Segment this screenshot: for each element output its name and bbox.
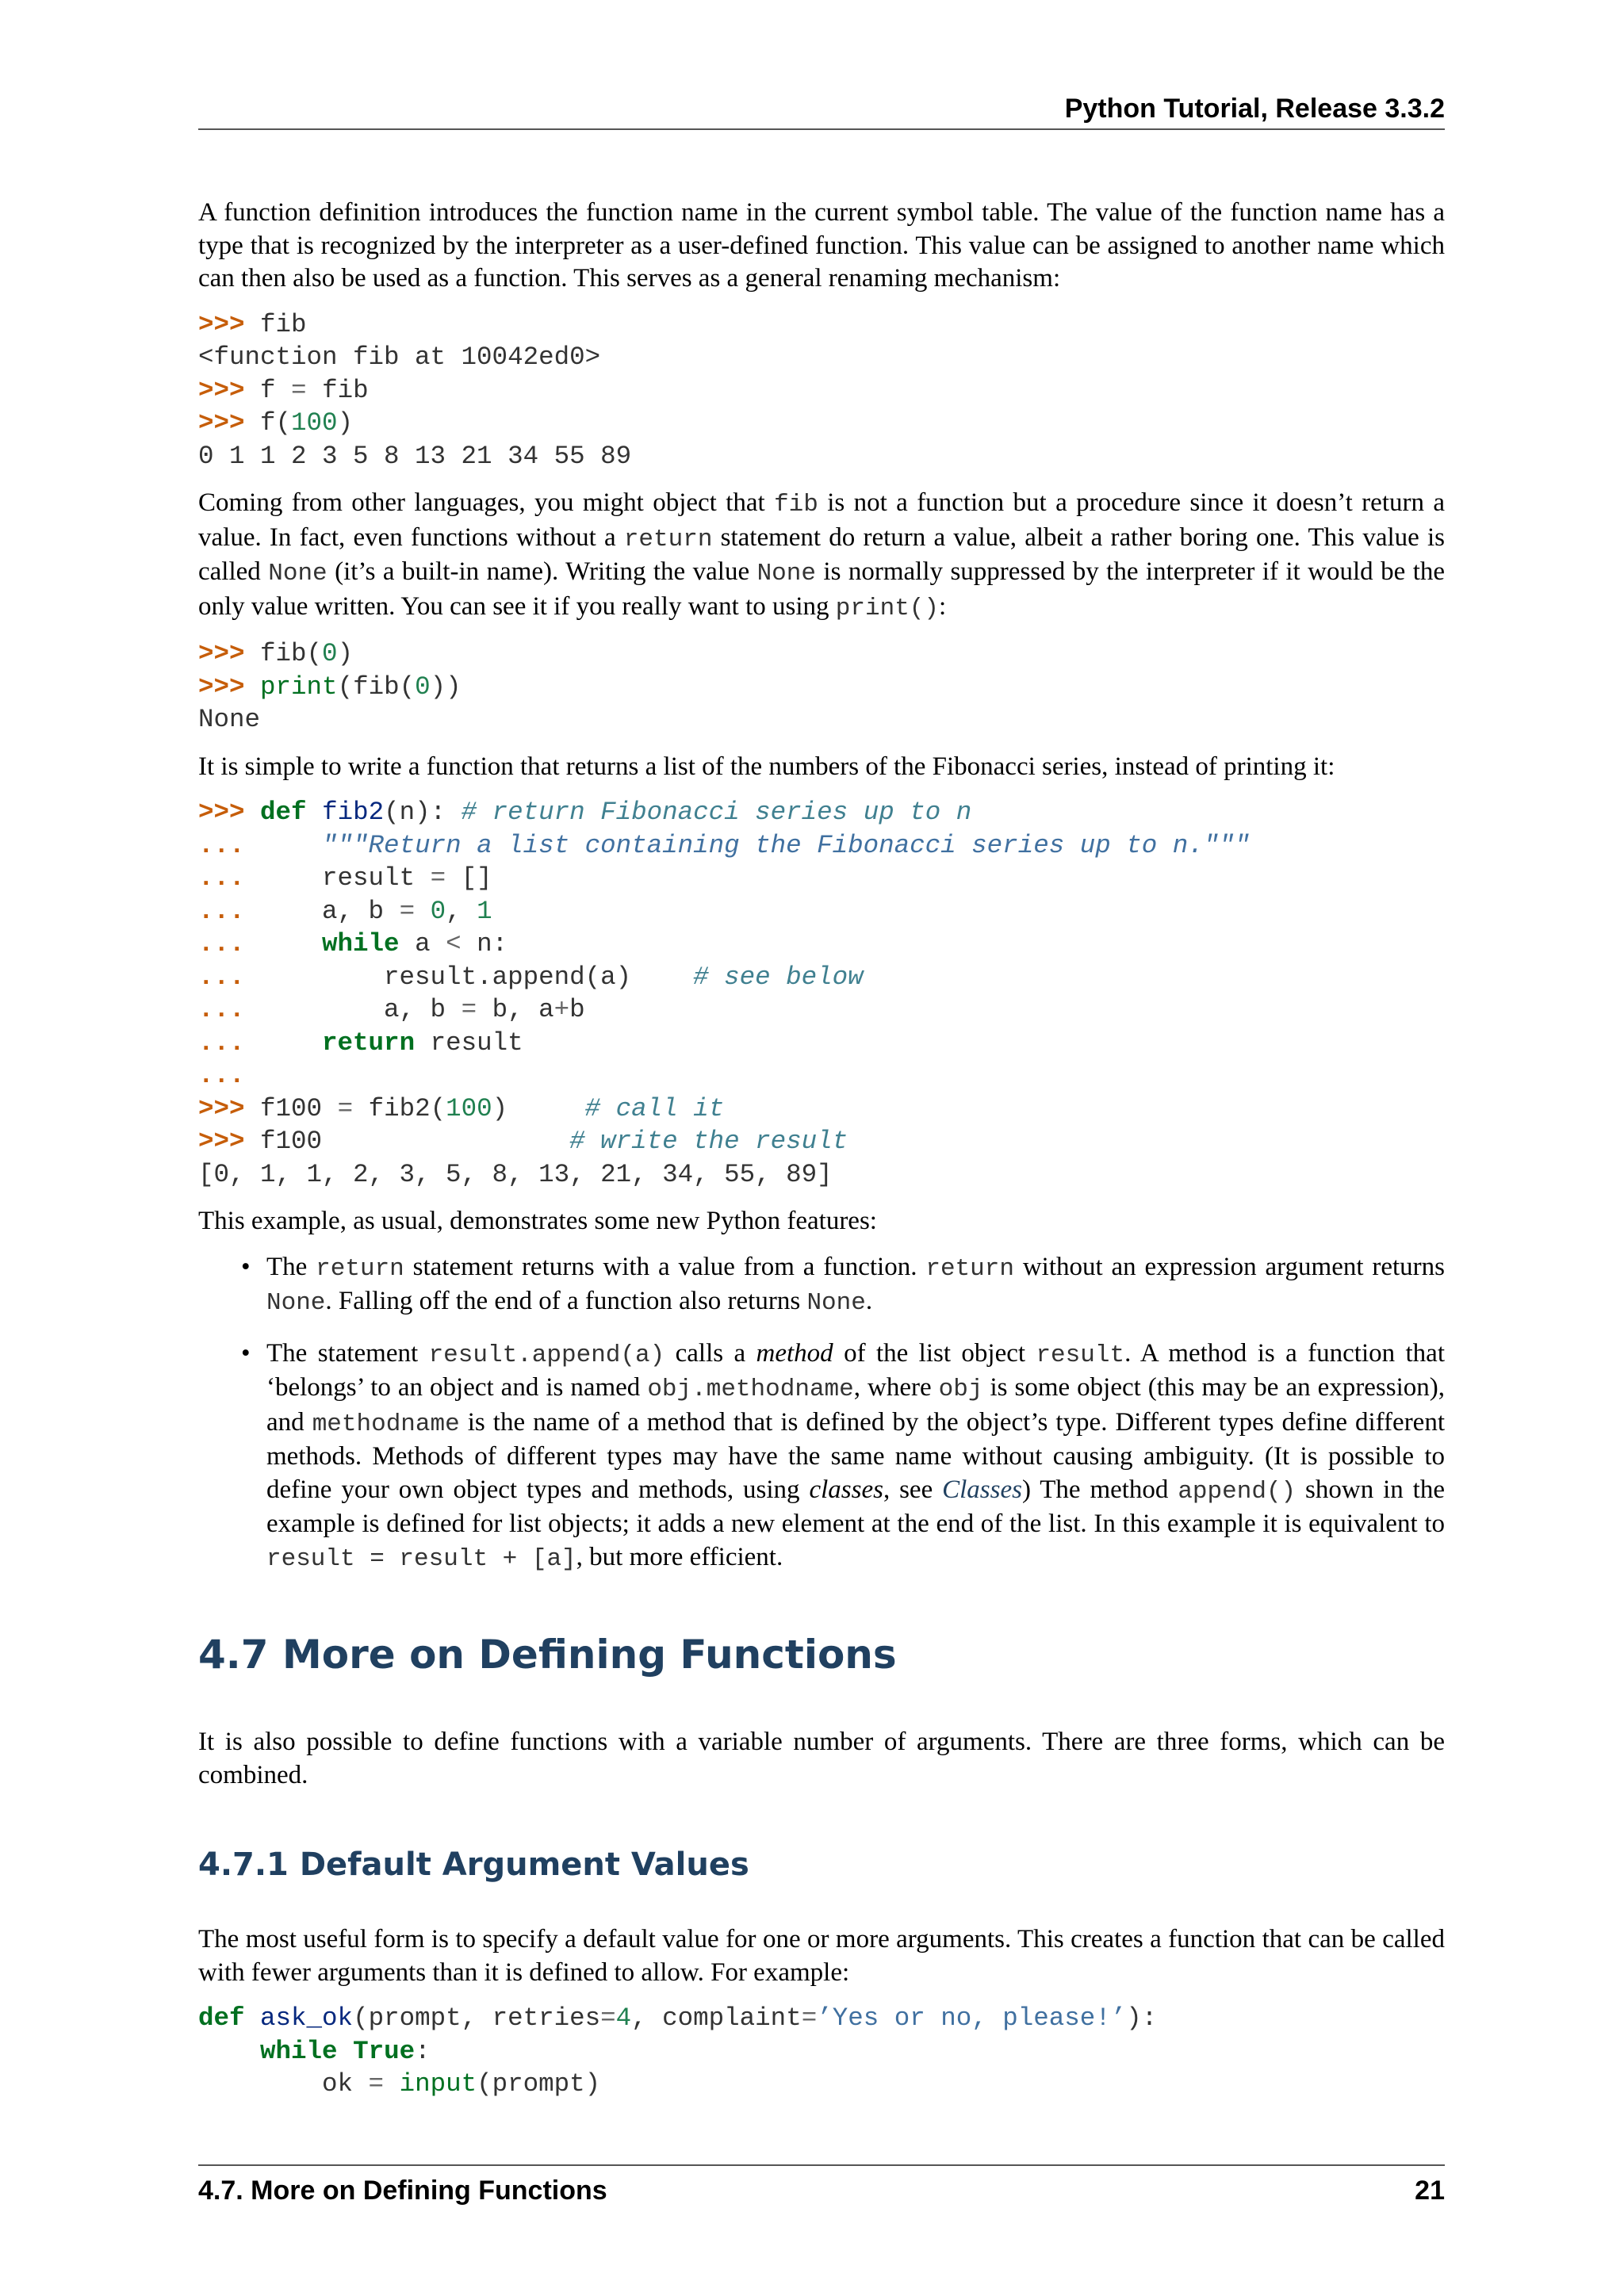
text: is the name of a method that is defined by the object’s type. Different types define different methods. Methods of different types may have the same name without causing ambiguity. (It is possible to define your own object types and methods, using (266, 1407, 1445, 1504)
string: ’Yes or no, please!’ (817, 2003, 1127, 2033)
builtin: input (399, 2069, 477, 2099)
text: calls a (665, 1338, 756, 1368)
code-output: None (198, 705, 261, 734)
text: , but more efficient. (576, 1542, 783, 1571)
code-text: (fib( (337, 672, 416, 702)
text: is some object (this may be an expression), and (266, 1373, 1445, 1437)
code-text: ) (337, 408, 354, 438)
continuation-prompt: ... (198, 929, 245, 959)
inline-code: methodname (312, 1410, 460, 1438)
inline-code: None (268, 560, 327, 587)
operator: = (430, 863, 446, 893)
text: Coming from other languages, you might object that (198, 488, 775, 517)
code-text: a, b (384, 995, 462, 1024)
prompt: >>> (198, 408, 245, 438)
fib2-intro-paragraph: It is simple to write a function that returns a list of the numbers of the Fibonacci series, instead of printing it: (198, 752, 1335, 781)
text: , where (853, 1373, 939, 1402)
continuation-prompt: ... (198, 830, 245, 860)
keyword: def (260, 798, 307, 827)
continuation-prompt: ... (198, 863, 245, 893)
function-name: ask_ok (260, 2003, 354, 2033)
code-output: 0 1 1 2 3 5 8 13 21 34 55 89 (198, 441, 632, 471)
code-output: <function fib at 10042ed0> (198, 342, 601, 372)
operator: < (446, 929, 462, 959)
code-text: f( (260, 408, 292, 438)
emphasis: method (756, 1338, 833, 1368)
number: 100 (291, 408, 338, 438)
keyword: return (322, 1027, 416, 1058)
number: 0 (430, 896, 446, 926)
code-text: ): (1126, 2003, 1158, 2033)
code-block-fib2 (198, 796, 1445, 1191)
code-text: ok (322, 2069, 369, 2099)
code-text: (prompt) (477, 2069, 601, 2099)
features-intro-paragraph: This example, as usual, demonstrates some new Python features: (198, 1207, 877, 1235)
operator: = (600, 2003, 616, 2033)
text: is normally suppressed by the interpreter if it would be the only value written. You can see it if you really want to using (198, 557, 1446, 621)
header-rule (198, 128, 1445, 130)
inline-code: fib (774, 491, 818, 519)
text: statement returns with a value from a function. (404, 1252, 926, 1281)
code-block-fib-rename (198, 308, 1445, 473)
text: shown in the example is defined for list objects; it adds a new element at the end of the list. In this example it is equivalent to (266, 1475, 1445, 1538)
code-text: result.append(a) (384, 962, 632, 992)
prompt: >>> (198, 798, 245, 827)
code-text: : (415, 2036, 431, 2066)
prompt: >>> (198, 1127, 245, 1156)
code-text: b (569, 995, 585, 1024)
feature-list (198, 1251, 1445, 1576)
keyword: def (198, 2003, 245, 2033)
comment: # write the result (569, 1127, 848, 1156)
code-text: b, a (477, 995, 554, 1024)
number: 4 (615, 2003, 632, 2033)
code-text: result (322, 863, 431, 893)
footer-rule (198, 2164, 1445, 2166)
variable-args-paragraph: It is also possible to define functions with a variable number of arguments. There are three forms, which can be combined. (198, 1728, 1445, 1789)
operator: = (368, 2069, 385, 2099)
inline-code: return (925, 1254, 1014, 1283)
code-text: n: (461, 929, 508, 959)
inline-code: append() (1178, 1477, 1297, 1506)
keyword: while (260, 2036, 338, 2066)
code-text: , complaint (631, 2003, 802, 2033)
operator: + (553, 995, 570, 1024)
continuation-prompt: ... (198, 1061, 245, 1090)
text: statement do return a value, albeit a rather boring one. This value is called (198, 522, 1445, 586)
number: 1 (477, 896, 492, 926)
code-text: fib (260, 309, 307, 339)
text: without an expression argument returns (1013, 1252, 1446, 1281)
prompt: >>> (198, 309, 245, 339)
operator: = (399, 896, 416, 926)
emphasis: classes (809, 1475, 883, 1504)
code-text: (prompt, retries (353, 2003, 601, 2033)
continuation-prompt: ... (198, 896, 245, 926)
comment: # return Fibonacci series up to n (461, 798, 972, 827)
code-text: result (415, 1027, 523, 1058)
text: . A method is a function that ‘belongs’ to an object and is named (266, 1338, 1445, 1402)
comment: # call it (584, 1093, 725, 1123)
inline-code: None (806, 1289, 866, 1317)
builtin: print (260, 672, 338, 702)
text: The (266, 1252, 316, 1281)
operator: = (461, 995, 477, 1024)
prompt: >>> (198, 639, 245, 668)
section-heading: 4.7 More on Defining Functions (198, 1632, 897, 1678)
text: (it’s a built-in name). Writing the value (327, 557, 757, 586)
docstring: """Return a list containing the Fibonacci series up to n.""" (322, 830, 1251, 860)
inline-code: obj (938, 1376, 983, 1403)
code-text: ) (492, 1093, 508, 1123)
code-text: (n): (384, 798, 462, 827)
number: 0 (415, 672, 431, 702)
code-text: f (260, 375, 292, 405)
text: is not a function but a procedure since it doesn’t return a value. In fact, even functions without a (198, 488, 1445, 552)
running-footer-section: 4.7. More on Defining Functions (198, 2175, 607, 2206)
number: 0 (322, 639, 338, 668)
operator: = (291, 375, 307, 405)
page-number: 21 (1415, 2175, 1445, 2206)
text: The statement (266, 1338, 429, 1368)
prompt: >>> (198, 375, 245, 405)
text: . Falling off the end of a function also returns (325, 1287, 807, 1315)
operator: = (337, 1093, 354, 1123)
list-item (241, 1251, 1446, 1320)
keyword: while (322, 929, 400, 959)
operator: = (801, 2003, 818, 2033)
code-block-print-none (198, 637, 1445, 737)
inline-code: result = result + [a] (266, 1544, 576, 1573)
number: 100 (446, 1093, 492, 1123)
code-text: a, b (322, 896, 400, 926)
inline-code: result (1036, 1341, 1125, 1369)
continuation-prompt: ... (198, 1027, 245, 1058)
prompt: >>> (198, 1093, 245, 1123)
default-args-paragraph: The most useful form is to specify a default value for one or more arguments. This creates a function that can be called with fewer arguments than it is defined to allow. For example: (198, 1925, 1445, 1987)
code-text: f100 (260, 1127, 323, 1156)
text: : (939, 591, 947, 621)
code-text: ) (337, 639, 354, 668)
bullet-icon: • (241, 1338, 251, 1368)
procedure-paragraph (198, 487, 1445, 625)
text: . (865, 1287, 873, 1315)
continuation-prompt: ... (198, 995, 245, 1024)
inline-code: result.append(a) (428, 1341, 665, 1369)
subsection-heading: 4.7.1 Default Argument Values (198, 1846, 749, 1883)
inline-code: None (266, 1289, 326, 1317)
inline-code: obj.methodname (647, 1376, 854, 1403)
page-content (198, 197, 1445, 2115)
code-text: fib( (260, 639, 323, 668)
classes-link[interactable]: Classes (942, 1475, 1022, 1504)
code-text: , (446, 896, 477, 926)
keyword: True (353, 2036, 416, 2066)
code-text: )) (430, 672, 462, 702)
code-block-ask-ok (198, 2002, 1445, 2101)
code-text: a (399, 929, 446, 959)
code-text: fib2( (353, 1093, 446, 1123)
code-text: f100 (260, 1093, 338, 1123)
running-header: Python Tutorial, Release 3.3.2 (1064, 94, 1445, 124)
inline-code: None (756, 560, 816, 587)
text: ) The method (1021, 1475, 1178, 1504)
code-output: [0, 1, 1, 2, 3, 5, 8, 13, 21, 34, 55, 89] (198, 1159, 833, 1189)
bullet-icon: • (241, 1252, 251, 1281)
list-item (241, 1337, 1445, 1576)
inline-code: return (316, 1254, 404, 1283)
function-name: fib2 (322, 798, 385, 827)
text: of the list object (833, 1338, 1036, 1368)
comment: # see below (693, 962, 864, 992)
code-text: fib (306, 375, 369, 405)
text: , see (883, 1475, 943, 1504)
intro-paragraph: A function definition introduces the function name in the current symbol table. The value of the function name has a type that is recognized by the interpreter as a user-defined function. This value can be assigned to another name which can then also be used as a function. This serves as a general renaming mechanism: (198, 198, 1445, 293)
continuation-prompt: ... (198, 962, 245, 992)
prompt: >>> (198, 672, 245, 702)
inline-code: print() (835, 594, 940, 622)
code-text: [] (446, 863, 492, 893)
inline-code: return (623, 525, 713, 553)
